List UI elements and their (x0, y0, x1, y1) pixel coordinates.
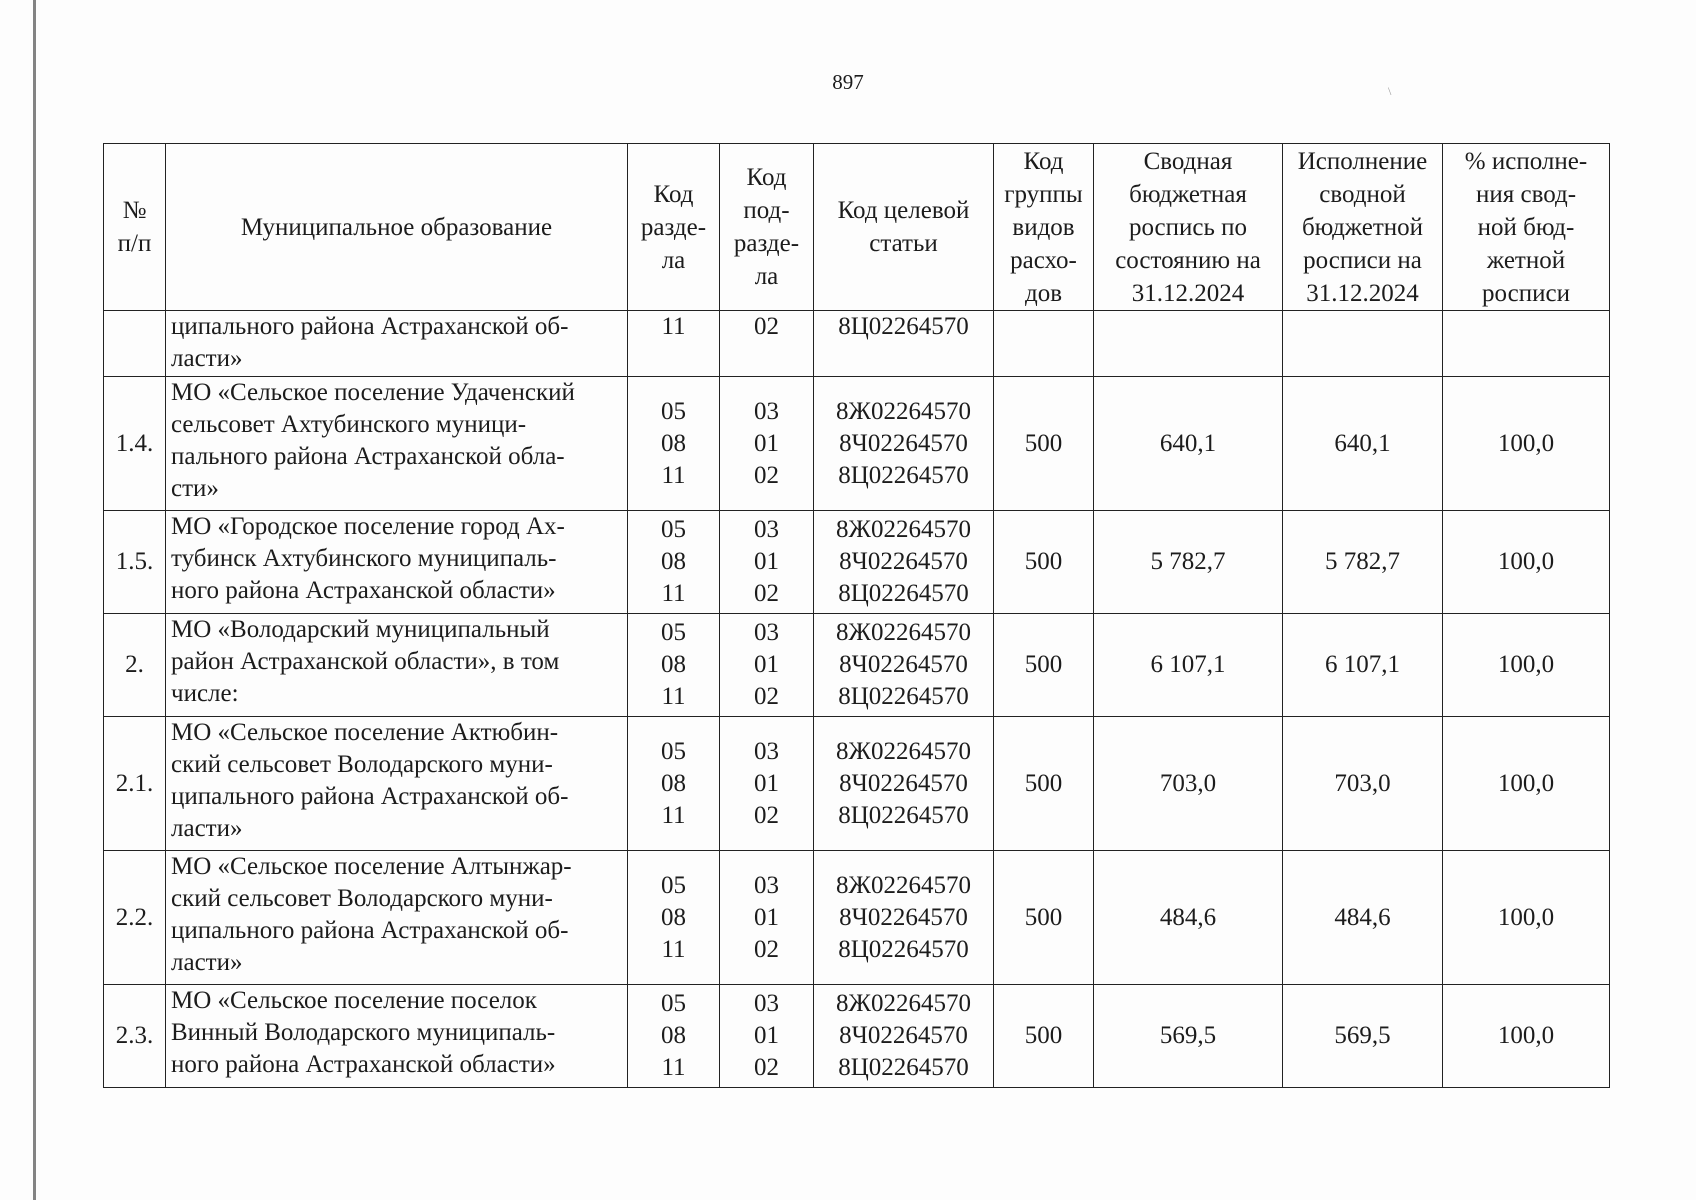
cell-municipality: МО «Володарский муниципальный район Астраханской области», в том числе: (166, 614, 628, 717)
cell-execution: 703,0 (1283, 717, 1443, 851)
header-municipality: Муниципальное образование (166, 144, 628, 311)
cell-section-code: 05 08 11 (628, 511, 720, 614)
cell-expense-group-code: 500 (994, 717, 1094, 851)
cell-execution: 640,1 (1283, 377, 1443, 511)
cell-budget-schedule: 569,5 (1094, 985, 1283, 1088)
cell-execution-percent: 100,0 (1443, 511, 1610, 614)
cell-num: 1.5. (104, 511, 166, 614)
table-header-row (104, 144, 1610, 311)
table-row (104, 717, 1610, 851)
table-row (104, 985, 1610, 1088)
cell-execution-percent: 100,0 (1443, 614, 1610, 717)
cell-expense-group-code: 500 (994, 511, 1094, 614)
cell-expense-group-code: 500 (994, 985, 1094, 1088)
table-row (104, 311, 1610, 377)
cell-subsection-code: 03 01 02 (720, 717, 814, 851)
cell-subsection-code: 03 01 02 (720, 614, 814, 717)
cell-execution-percent: 100,0 (1443, 717, 1610, 851)
header-section-code: Код разде- ла (628, 144, 720, 311)
cell-municipality: МО «Сельское поселение Алтынжар- ский сельсовет Володарского муни- ципального района Астраханской об- ласти» (166, 851, 628, 985)
header-subsection-code: Код под- разде- ла (720, 144, 814, 311)
cell-expense-group-code: 500 (994, 377, 1094, 511)
cell-execution: 569,5 (1283, 985, 1443, 1088)
cell-section-code: 05 08 11 (628, 985, 720, 1088)
cell-subsection-code: 03 01 02 (720, 851, 814, 985)
cell-execution-percent: 100,0 (1443, 377, 1610, 511)
cell-budget-schedule: 484,6 (1094, 851, 1283, 985)
cell-municipality: МО «Сельское поселение поселок Винный Володарского муниципаль- ного района Астраханской области» (166, 985, 628, 1088)
cell-section-code: 05 08 11 (628, 717, 720, 851)
cell-execution: 484,6 (1283, 851, 1443, 985)
cell-execution: 5 782,7 (1283, 511, 1443, 614)
cell-section-code: 11 (628, 311, 720, 377)
cell-target-article-code: 8Ж02264570 8Ч02264570 8Ц02264570 (814, 985, 994, 1088)
cell-target-article-code: 8Ж02264570 8Ч02264570 8Ц02264570 (814, 851, 994, 985)
cell-section-code: 05 08 11 (628, 614, 720, 717)
budget-table (103, 143, 1610, 1088)
cell-num: 1.4. (104, 377, 166, 511)
cell-execution-percent (1443, 311, 1610, 377)
table-row (104, 511, 1610, 614)
cell-budget-schedule: 5 782,7 (1094, 511, 1283, 614)
table-row (104, 377, 1610, 511)
cell-budget-schedule: 703,0 (1094, 717, 1283, 851)
header-budget-schedule: Сводная бюджетная роспись по состоянию на 31.12.2024 (1094, 144, 1283, 311)
cell-subsection-code: 03 01 02 (720, 377, 814, 511)
table-row (104, 614, 1610, 717)
cell-execution (1283, 311, 1443, 377)
cell-execution: 6 107,1 (1283, 614, 1443, 717)
cell-section-code: 05 08 11 (628, 851, 720, 985)
cell-num: 2.1. (104, 717, 166, 851)
cell-target-article-code: 8Ж02264570 8Ч02264570 8Ц02264570 (814, 717, 994, 851)
cell-budget-schedule: 640,1 (1094, 377, 1283, 511)
cell-target-article-code: 8Ж02264570 8Ч02264570 8Ц02264570 (814, 377, 994, 511)
cell-municipality: МО «Сельское поселение Актюбин- ский сельсовет Володарского муни- ципального района Астраханской об- ласти» (166, 717, 628, 851)
cell-municipality: МО «Сельское поселение Удаченский сельсовет Ахтубинского муници- пального района Астраханской обла- сти» (166, 377, 628, 511)
cell-expense-group-code (994, 311, 1094, 377)
page-number: 897 (832, 70, 864, 94)
cell-expense-group-code: 500 (994, 614, 1094, 717)
cell-subsection-code: 03 01 02 (720, 985, 814, 1088)
cell-num: 2. (104, 614, 166, 717)
cell-num: 2.2. (104, 851, 166, 985)
cell-subsection-code: 02 (720, 311, 814, 377)
cell-budget-schedule: 6 107,1 (1094, 614, 1283, 717)
cell-num: 2.3. (104, 985, 166, 1088)
header-execution: Исполнение сводной бюджетной росписи на 31.12.2024 (1283, 144, 1443, 311)
cell-num (104, 311, 166, 377)
cell-execution-percent: 100,0 (1443, 985, 1610, 1088)
cell-target-article-code: 8Ц02264570 (814, 311, 994, 377)
cell-target-article-code: 8Ж02264570 8Ч02264570 8Ц02264570 (814, 614, 994, 717)
scan-edge-line (33, 0, 36, 1200)
cell-expense-group-code: 500 (994, 851, 1094, 985)
cell-municipality: МО «Городское поселение город Ах- тубинск Ахтубинского муниципаль- ного района Астраханской области» (166, 511, 628, 614)
cell-execution-percent: 100,0 (1443, 851, 1610, 985)
header-execution-percent: % исполне- ния свод- ной бюд- жетной росписи (1443, 144, 1610, 311)
cell-subsection-code: 03 01 02 (720, 511, 814, 614)
header-target-article-code: Код целевой статьи (814, 144, 994, 311)
header-num: № п/п (104, 144, 166, 311)
table-row (104, 851, 1610, 985)
cell-municipality: ципального района Астраханской об- ласти» (166, 311, 628, 377)
cell-section-code: 05 08 11 (628, 377, 720, 511)
header-expense-group-code: Код группы видов расхо- дов (994, 144, 1094, 311)
cell-budget-schedule (1094, 311, 1283, 377)
scan-speck: \ (1388, 84, 1392, 98)
cell-target-article-code: 8Ж02264570 8Ч02264570 8Ц02264570 (814, 511, 994, 614)
